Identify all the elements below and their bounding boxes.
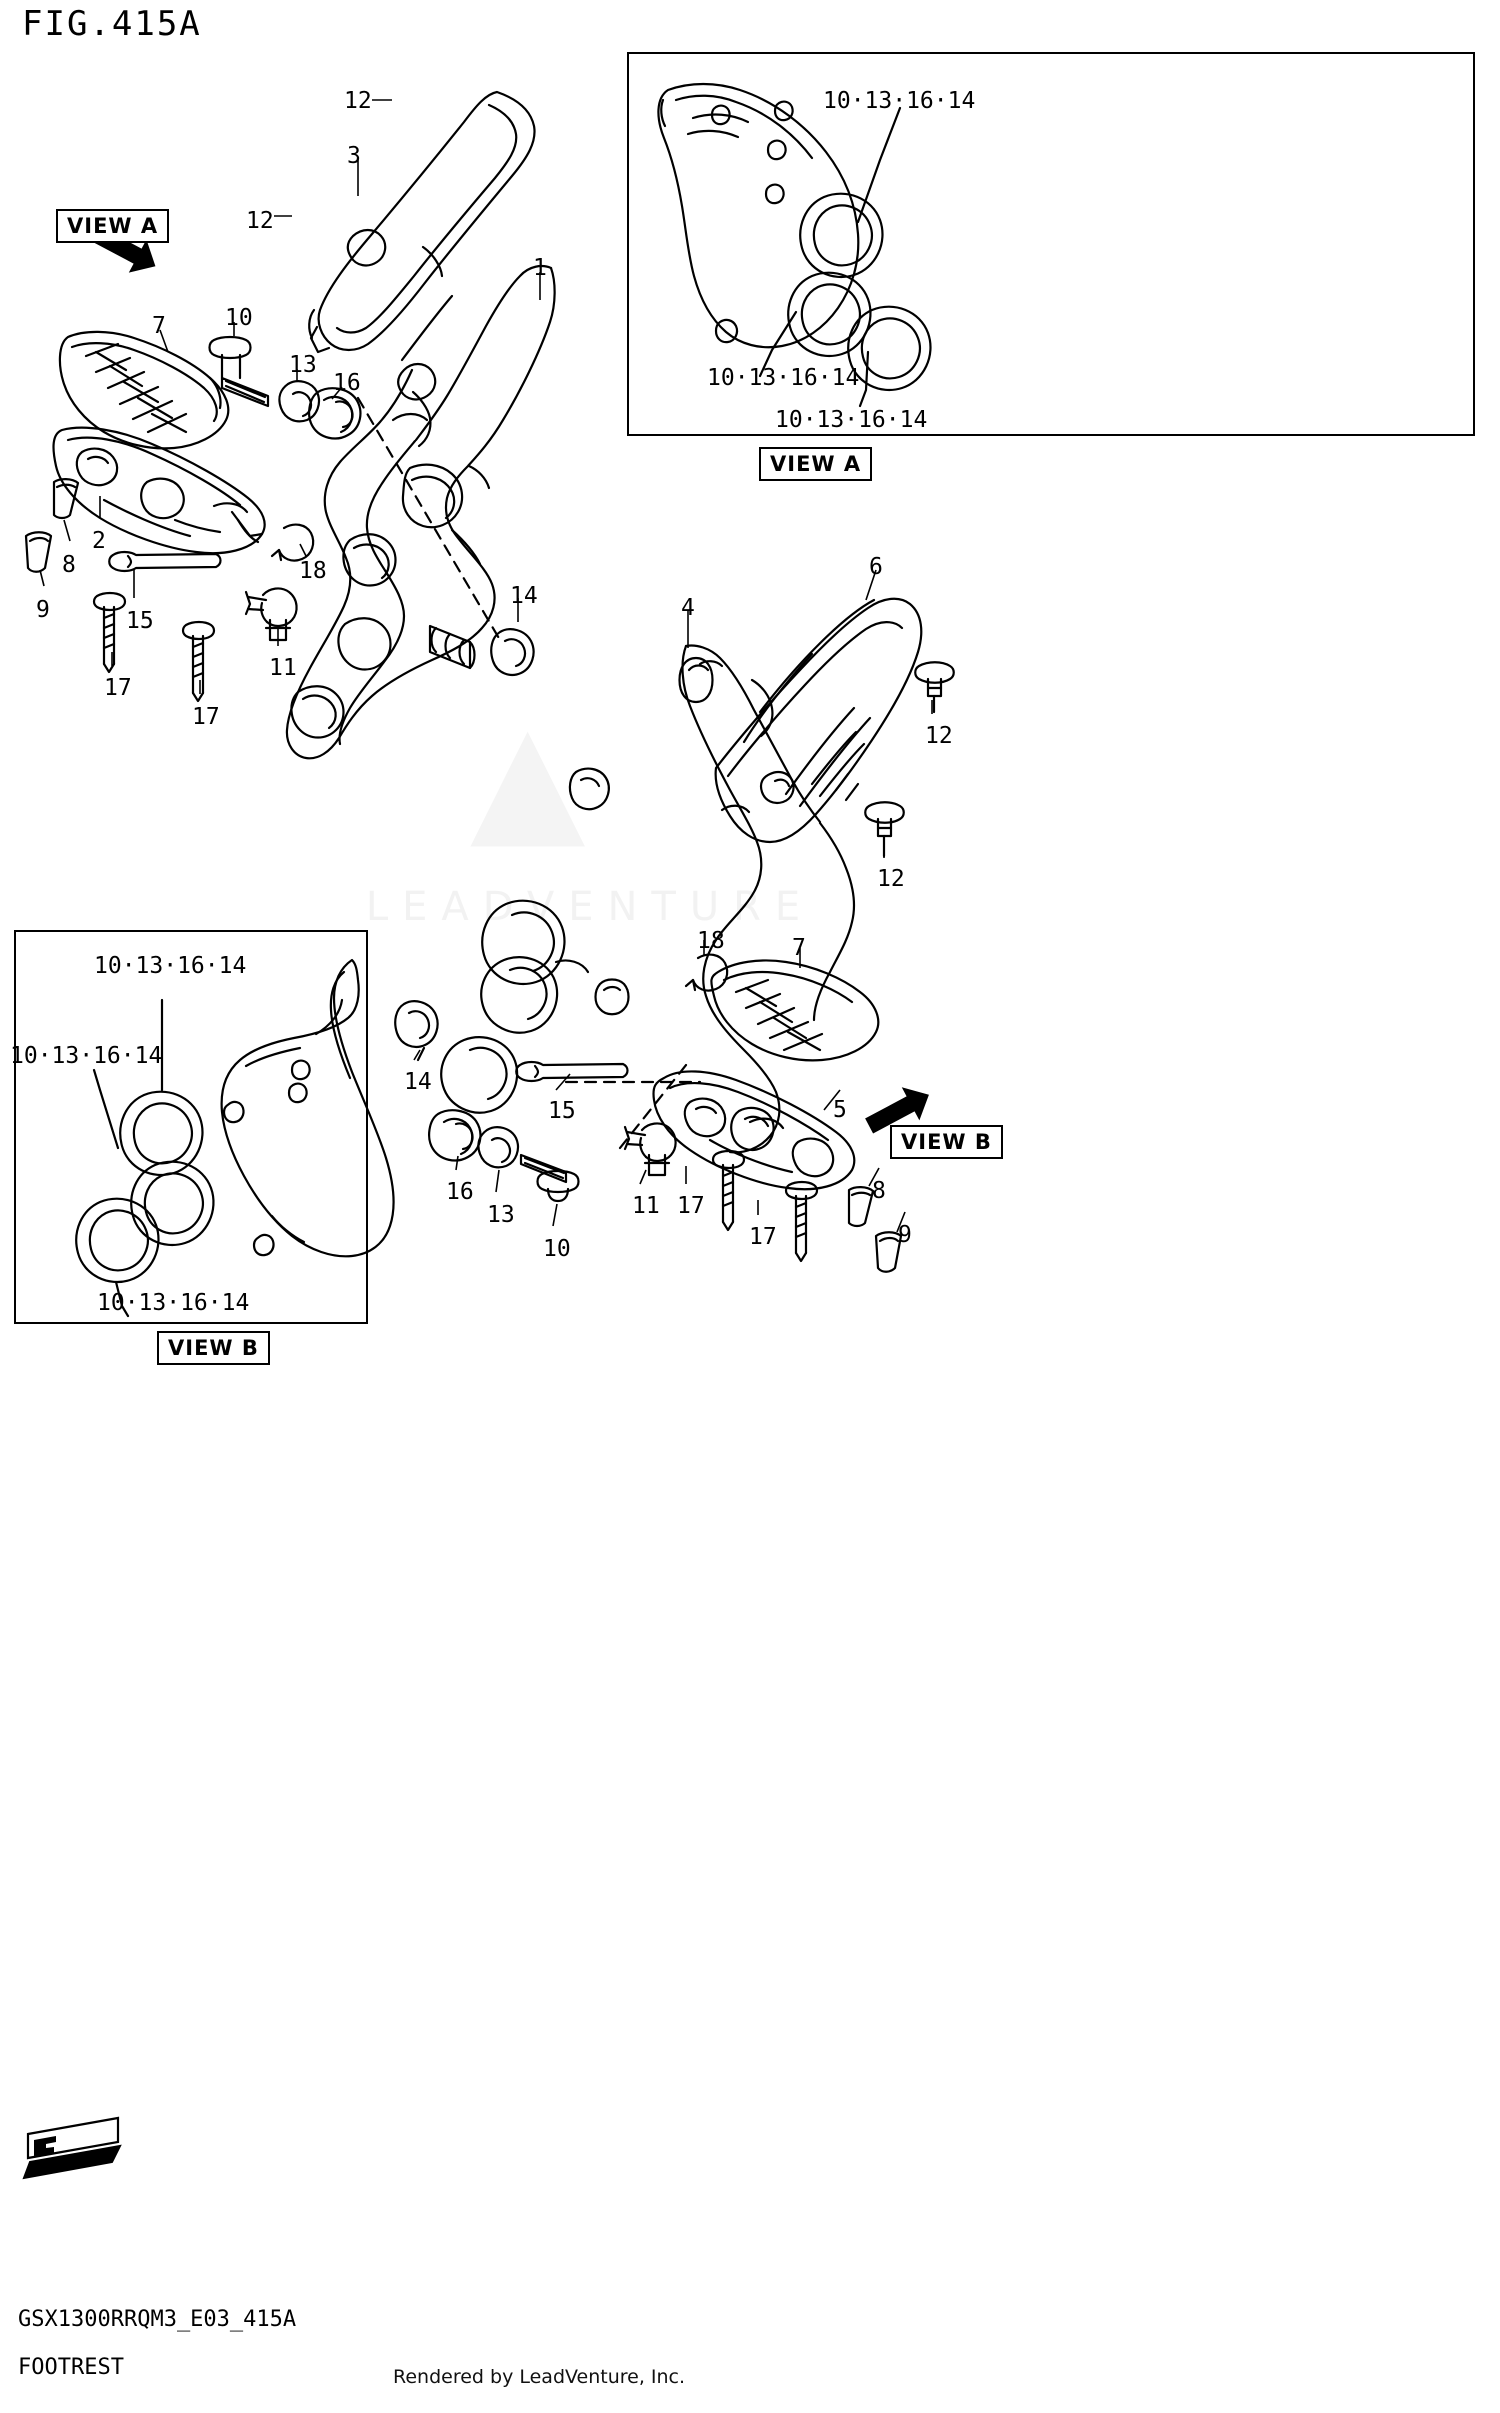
part-callout-6: 6 bbox=[869, 554, 883, 580]
part-callout-12: 12 bbox=[925, 723, 953, 749]
watermark-text: LEADVENTURE bbox=[365, 884, 815, 930]
view-b-inset-box bbox=[14, 930, 368, 1324]
part-callout-14: 14 bbox=[404, 1069, 432, 1095]
detail-label-b-bottom: 10·13·16·14 bbox=[97, 1290, 250, 1316]
part-callout-16: 16 bbox=[333, 370, 361, 396]
part-callout-13: 13 bbox=[289, 352, 317, 378]
part-callout-15: 15 bbox=[126, 608, 154, 634]
part-callout-12: 12 bbox=[344, 88, 372, 114]
part-callout-17: 17 bbox=[749, 1224, 777, 1250]
detail-label-a-bottom: 10·13·16·14 bbox=[775, 407, 928, 433]
part-callout-17: 17 bbox=[104, 675, 132, 701]
part-callout-18: 18 bbox=[299, 558, 327, 584]
detail-label-a-mid-left: 10·13·16·14 bbox=[707, 365, 860, 391]
part-callout-2: 2 bbox=[92, 528, 106, 554]
part-callout-17: 17 bbox=[192, 704, 220, 730]
fwd-badge bbox=[24, 2118, 120, 2178]
part-callout-12: 12 bbox=[246, 208, 274, 234]
part-callout-11: 11 bbox=[269, 655, 297, 681]
part-callout-3: 3 bbox=[347, 143, 361, 169]
part-callout-15: 15 bbox=[548, 1098, 576, 1124]
part-callout-8: 8 bbox=[872, 1178, 886, 1204]
part-callout-8: 8 bbox=[62, 552, 76, 578]
part-callout-9: 9 bbox=[898, 1222, 912, 1248]
detail-label-b-left: 10·13·16·14 bbox=[10, 1043, 163, 1069]
part-callout-12: 12 bbox=[877, 866, 905, 892]
footer-credit: Rendered by LeadVenture, Inc. bbox=[393, 2366, 686, 2388]
part-callout-17: 17 bbox=[677, 1193, 705, 1219]
footer-figure-code: GSX1300RRQM3_E03_415A bbox=[18, 2307, 297, 2332]
view-b-arrow-label: VIEW B bbox=[890, 1125, 1003, 1159]
detail-label-a-top-right: 10·13·16·14 bbox=[823, 88, 976, 114]
figure-title: FIG.415A bbox=[22, 4, 202, 44]
detail-label-b-top: 10·13·16·14 bbox=[94, 953, 247, 979]
view-b-box-label: VIEW B bbox=[157, 1331, 270, 1365]
watermark-mark: ▲ bbox=[470, 690, 586, 864]
part-callout-14: 14 bbox=[510, 583, 538, 609]
part-callout-7: 7 bbox=[152, 313, 166, 339]
part-callout-9: 9 bbox=[36, 597, 50, 623]
part-callout-11: 11 bbox=[632, 1193, 660, 1219]
part-callout-13: 13 bbox=[487, 1202, 515, 1228]
footer-figure-name: FOOTREST bbox=[18, 2355, 124, 2380]
part-callout-4: 4 bbox=[681, 595, 695, 621]
part-callout-10: 10 bbox=[543, 1236, 571, 1262]
part-callout-7: 7 bbox=[792, 935, 806, 961]
part-callout-16: 16 bbox=[446, 1179, 474, 1205]
part-callout-18: 18 bbox=[697, 928, 725, 954]
part-callout-5: 5 bbox=[833, 1097, 847, 1123]
view-a-box-label: VIEW A bbox=[759, 447, 872, 481]
part-callout-10: 10 bbox=[225, 305, 253, 331]
view-a-arrow-label: VIEW A bbox=[56, 209, 169, 243]
part-callout-1: 1 bbox=[533, 255, 547, 281]
